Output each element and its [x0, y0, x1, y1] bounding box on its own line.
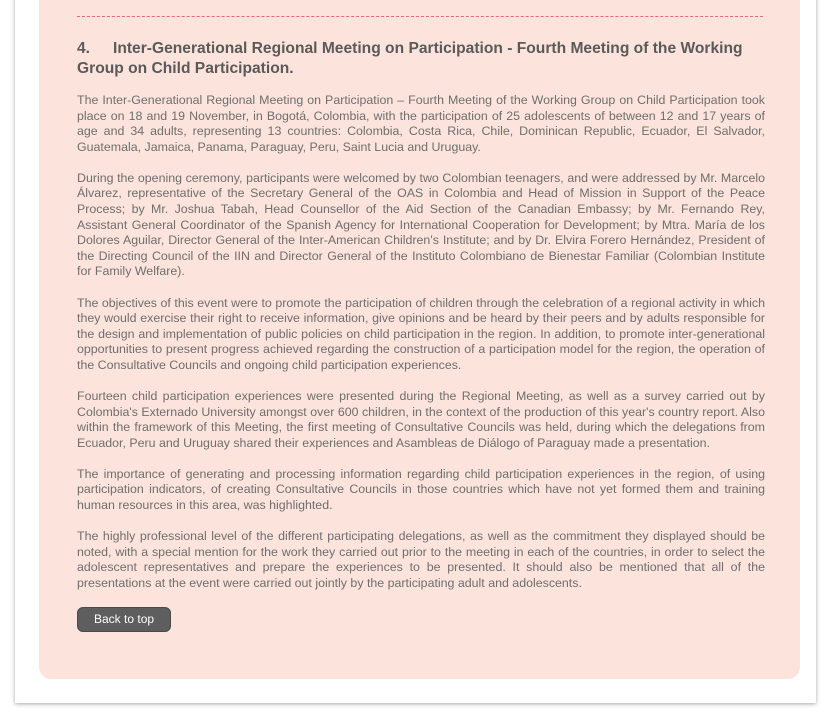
- paragraph: The importance of generating and processing information regarding child participation experiences in the region, of using participation indicators, of creating Consultative Councils in those countries which have not yet formed them and training human resources in this area, was highlighted.: [77, 466, 765, 513]
- paragraph: Fourteen child participation experiences were presented during the Regional Meeting, as well as a survey carried out by Colombia's Externado University amongst over 600 children, in the context of the production of this year's country report. Also within the framework of this Meeting, the first meeting of Consultative Councils was held, during which the delegations from Ecuador, Peru and Uruguay shared their experiences and Asambleas de Diálogo of Paraguay made a presentation.: [77, 389, 765, 450]
- paragraph: The objectives of this event were to promote the participation of children through the celebration of a regional activity in which they would exercise their right to receive information, give opinions and be heard by their peers and by adults responsible for the design and implementation of public policies on child participation in the region. In addition, to promote inter-generational opportunities to present progress achieved regarding the construction of a participation model for the region, the operation of the Consultative Councils and ongoing child participation experiences.: [77, 295, 765, 372]
- section-divider: [77, 16, 763, 17]
- paragraph: The highly professional level of the different participating delegations, as well as the commitment they displayed should be noted, with a special mention for the work they carried out prior to the meeting in each of the countries, in order to select the adolescent representatives and prepare the experiences to be presented. It should also be mentioned that all of the presentations at the event were carried out jointly by the participating adult and adolescents.: [77, 529, 765, 590]
- section-title: Inter-Generational Regional Meeting on Participation - Fourth Meeting of the Working Group on Child Participation.: [77, 40, 743, 77]
- back-to-top-button[interactable]: Back to top: [77, 607, 171, 632]
- content-panel: [39, 0, 800, 679]
- section-number: 4.: [77, 40, 91, 57]
- section-content: [77, 39, 765, 632]
- paragraph: During the opening ceremony, participants were welcomed by two Colombian teenagers, and were addressed by Mr. Marcelo Álvarez, representative of the Secretary General of the OAS in Colombia and Head of Mission in Support of the Peace Process; by Mr. Joshua Tabah, Head Counsellor of the Aid Section of the Canadian Embassy; by Mr. Fernando Rey, Assistant General Coordinator of the Spanish Agency for International Cooperation for Development; by Mtra. María de los Dolores Aguilar, Director General of the Inter-American Children's Institute; and by Dr. Elvira Forero Hernández, President of the Directing Council of the IIN and Director General of the Instituto Colombiano de Bienestar Familiar (Colombian Institute for Family Welfare).: [77, 170, 765, 279]
- paragraph: The Inter-Generational Regional Meeting on Participation – Fourth Meeting of the Working Group on Child Participation took place on 18 and 19 November, in Bogotá, Colombia, with the participation of 25 adolescents of between 12 and 17 years of age and 34 adults, representing 13 countries: Colombia, Costa Rica, Chile, Dominican Republic, Ecuador, El Salvador, Guatemala, Jamaica, Panama, Paraguay, Peru, Saint Lucia and Uruguay.: [77, 93, 765, 154]
- section-heading: [77, 39, 765, 78]
- page-frame: [15, 0, 816, 703]
